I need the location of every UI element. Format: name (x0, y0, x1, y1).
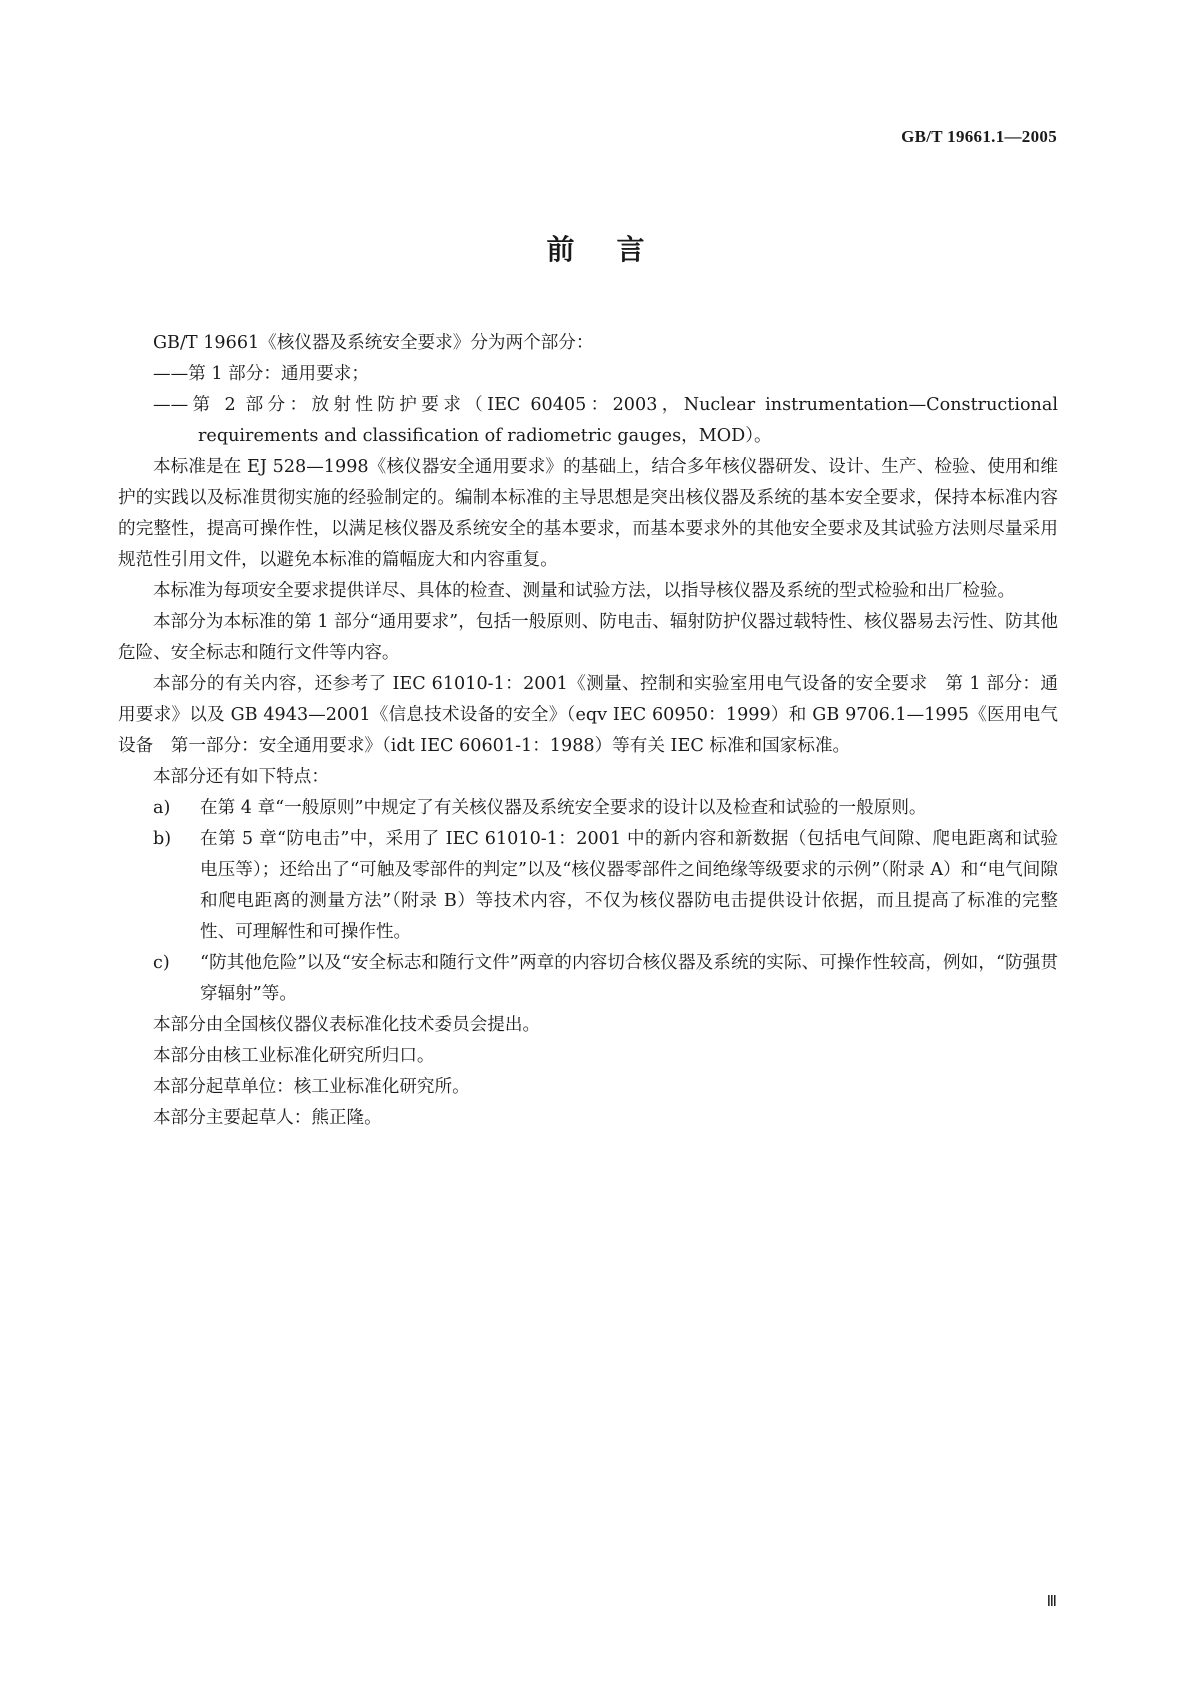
foreword-body (118, 328, 1058, 1134)
feature-marker: b) (153, 829, 172, 849)
closing-paragraph: 本部分起草单位：核工业标准化研究所。 (153, 1077, 470, 1097)
title-char-1: 前 (546, 233, 575, 266)
feature-text: “防其他危险”以及“安全标志和随行文件”两章的内容切合核仪器及系统的实际、可操作性较高，例如，“防强贯穿辐射”等。 (200, 953, 1058, 1004)
feature-item (118, 793, 1058, 824)
closing-paragraph: 本部分由全国核仪器仪表标准化技术委员会提出。 (153, 1015, 541, 1035)
body-paragraph: 本部分为本标准的第 1 部分“通用要求”，包括一般原则、防电击、辐射防护仪器过载特性、核仪器易去污性、防其他危险、安全标志和随行文件等内容。 (118, 612, 1058, 663)
feature-marker: a) (153, 798, 171, 818)
intro-paragraph: GB/T 19661《核仪器及系统安全要求》分为两个部分： (153, 333, 594, 353)
feature-text: 在第 4 章“一般原则”中规定了有关核仪器及系统安全要求的设计以及检查和试验的一般原则。 (200, 798, 927, 818)
body-paragraph: 本部分还有如下特点： (153, 767, 329, 787)
feature-item (118, 948, 1058, 1010)
feature-item (118, 824, 1058, 948)
feature-marker: c) (153, 953, 170, 973)
feature-text: 在第 5 章“防电击”中，采用了 IEC 61010-1：2001 中的新内容和新数据（包括电气间隙、爬电距离和试验电压等）；还给出了“可触及零部件的判定”以及“核仪器零部件之间绝缘等级要求的示例”（附录 A）和“电气间隙和爬电距离的测量方法”（附录 B）等技术内容，不仅为核仪器防电击提供设计依据，而且提高了标准的完整性、可理解性和可操作性。 (200, 829, 1058, 942)
title-char-2: 言 (616, 233, 645, 266)
body-paragraph: 本部分的有关内容，还参考了 IEC 61010-1：2001《测量、控制和实验室用电气设备的安全要求 第 1 部分：通用要求》以及 GB 4943—2001《信息技术设备的安全》（eqv IEC 60950：1999）和 GB 9706.1—1995《医用电气设备 第一部分：安全通用要求》（idt IEC 60601-1：1988）等有关 IEC 标准和国家标准。 (118, 674, 1058, 756)
body-paragraph: 本标准为每项安全要求提供详尽、具体的检查、测量和试验方法，以指导核仪器及系统的型式检验和出厂检验。 (153, 581, 1016, 601)
part-1-item: ——第 1 部分：通用要求； (153, 364, 369, 384)
part-2-item: ——第 2 部分：放射性防护要求（IEC 60405：2003，Nuclear instrumentation—Constructional requirements and classification of radiometric gauges，MOD）。 (153, 395, 1058, 446)
closing-paragraph: 本部分由核工业标准化研究所归口。 (153, 1046, 435, 1066)
page-number: Ⅲ (1046, 1594, 1057, 1610)
standard-number: GB/T 19661.1—2005 (901, 127, 1057, 146)
body-paragraph: 本标准是在 EJ 528—1998《核仪器安全通用要求》的基础上，结合多年核仪器研发、设计、生产、检验、使用和维护的实践以及标准贯彻实施的经验制定的。编制本标准的主导思想是突出核仪器及系统的基本安全要求，保持本标准内容的完整性，提高可操作性，以满足核仪器及系统安全的基本要求，而基本要求外的其他安全要求及其试验方法则尽量采用规范性引用文件，以避免本标准的篇幅庞大和内容重复。 (118, 457, 1058, 570)
closing-paragraph: 本部分主要起草人：熊正隆。 (153, 1108, 382, 1128)
page-title (0, 228, 1191, 268)
